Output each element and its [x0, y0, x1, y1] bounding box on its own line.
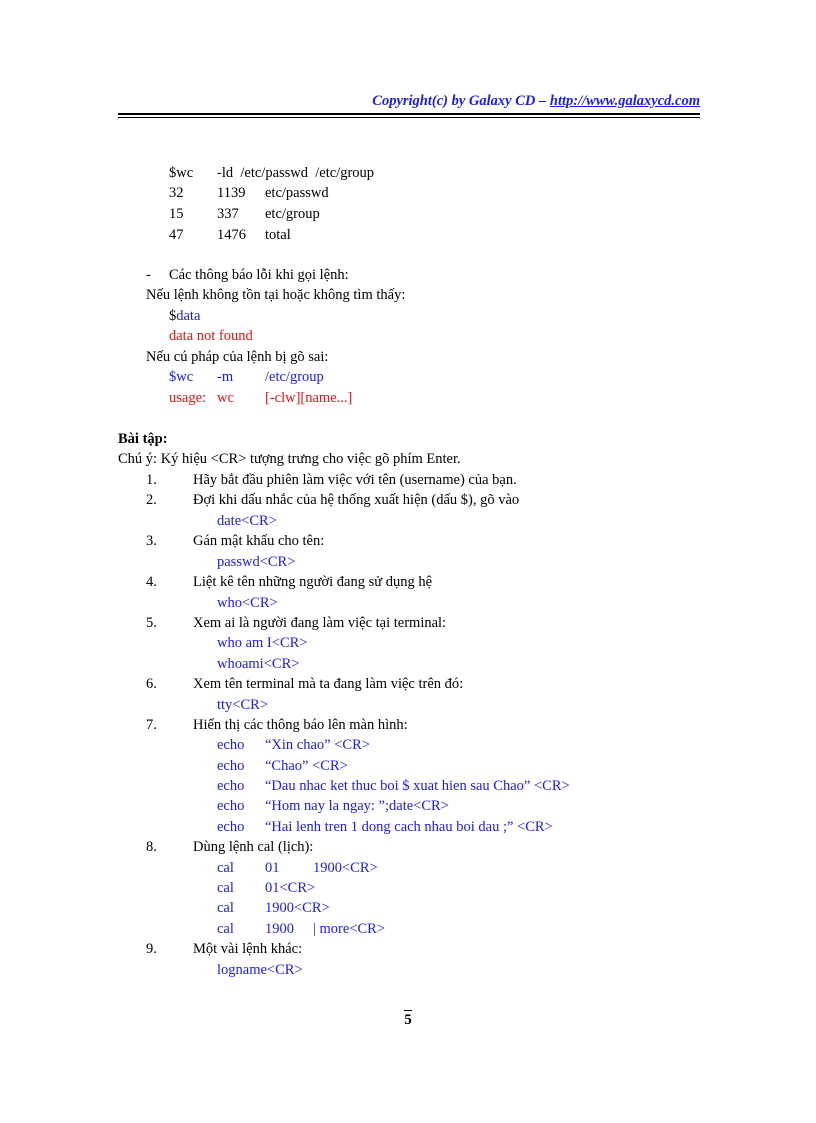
- echo-2-args: “Chao” <CR>: [265, 758, 348, 774]
- echo-5-args: “Hai lenh tren 1 dong cach nhau boi dau ;” <CR>: [265, 819, 553, 835]
- cal-4-cmd: cal: [217, 921, 234, 937]
- syntax-intro: Nếu cú pháp của lệnh bị gõ sai:: [146, 349, 329, 365]
- cmd-who-am-i: who am I<CR>: [217, 635, 308, 651]
- item-9-text: Một vài lệnh khác:: [193, 941, 303, 957]
- page-number: 5: [404, 1012, 412, 1028]
- usage-args: [-clw][name...]: [265, 390, 353, 406]
- item-5-num: 5.: [146, 615, 157, 631]
- cal-3-arg1: 1900<CR>: [265, 900, 330, 916]
- errors-bullet: -: [146, 267, 151, 283]
- wc-row-2-file: etc/group: [265, 206, 320, 222]
- cmd-who: who<CR>: [217, 595, 278, 611]
- wc-row-1-bytes: 1139: [217, 185, 246, 201]
- wc-error-flag: -m: [217, 369, 234, 385]
- exercise-note: Chú ý: Ký hiệu <CR> tượng trưng cho việc gõ phím Enter.: [118, 451, 461, 467]
- item-7-num: 7.: [146, 717, 157, 733]
- item-5-text: Xem ai là người đang làm việc tại terminal:: [193, 615, 447, 631]
- cal-1-cmd: cal: [217, 860, 234, 876]
- cmd-passwd: passwd<CR>: [217, 554, 296, 570]
- echo-1-args: “Xin chao” <CR>: [265, 737, 370, 753]
- item-6-num: 6.: [146, 676, 157, 692]
- cmd-whoami: whoami<CR>: [217, 656, 300, 672]
- wc-args: -ld /etc/passwd /etc/group: [217, 165, 375, 181]
- echo-1-cmd: echo: [217, 737, 245, 753]
- item-2-num: 2.: [146, 492, 157, 508]
- item-1-num: 1.: [146, 472, 157, 488]
- cal-4-arg2: | more<CR>: [313, 921, 386, 937]
- item-4-num: 4.: [146, 574, 157, 590]
- wc-row-1-file: etc/passwd: [265, 185, 329, 201]
- wc-row-2-bytes: 337: [217, 206, 239, 222]
- item-9-num: 9.: [146, 941, 157, 957]
- data-result: data not found: [169, 328, 253, 344]
- cal-1-arg1: 01: [265, 860, 280, 876]
- item-4-text: Liệt kê tên những người đang sử dụng hệ: [193, 574, 433, 590]
- wc-row-2-count: 15: [169, 206, 184, 222]
- echo-3-args: “Dau nhac ket thuc boi $ xuat hien sau Chao” <CR>: [265, 778, 570, 794]
- item-2-text: Đợi khi dấu nhắc của hệ thống xuất hiện (dấu $), gõ vào: [193, 492, 520, 508]
- not-found-intro: Nếu lệnh không tồn tại hoặc không tìm thấy:: [146, 287, 406, 303]
- cmd-logname: logname<CR>: [217, 962, 303, 978]
- item-7-text: Hiển thị các thông báo lên màn hình:: [193, 717, 408, 733]
- cmd-tty: tty<CR>: [217, 697, 269, 713]
- usage-cmd: wc: [217, 390, 234, 406]
- data-command: $data: [169, 308, 201, 324]
- wc-row-3-count: 47: [169, 227, 184, 243]
- echo-5-cmd: echo: [217, 819, 245, 835]
- echo-4-args: “Hom nay la ngay: ”;date<CR>: [265, 798, 449, 814]
- wc-row-3-bytes: 1476: [217, 227, 246, 243]
- item-3-num: 3.: [146, 533, 157, 549]
- item-8-text: Dùng lệnh cal (lịch):: [193, 839, 314, 855]
- errors-heading: Các thông báo lỗi khi gọi lệnh:: [169, 267, 349, 283]
- page-header: [118, 93, 700, 110]
- header-rule: [118, 113, 700, 115]
- item-3-text: Gán mật khẩu cho tên:: [193, 533, 325, 549]
- item-6-text: Xem tên terminal mà ta đang làm việc trên đó:: [193, 676, 464, 692]
- wc-error-file: /etc/group: [265, 369, 324, 385]
- header-rule-thin: [118, 117, 700, 118]
- cal-2-arg1: 01<CR>: [265, 880, 316, 896]
- echo-2-cmd: echo: [217, 758, 245, 774]
- site-link[interactable]: http://www.galaxycd.com: [549, 93, 700, 109]
- echo-3-cmd: echo: [217, 778, 245, 794]
- echo-4-cmd: echo: [217, 798, 245, 814]
- exercise-title: Bài tập:: [118, 431, 168, 447]
- wc-command: $wc: [169, 165, 194, 181]
- usage-label: usage:: [169, 390, 207, 406]
- cal-3-cmd: cal: [217, 900, 234, 916]
- item-1-text: Hãy bắt đầu phiên làm việc với tên (username) của bạn.: [193, 472, 517, 488]
- wc-row-1-count: 32: [169, 185, 184, 201]
- cal-2-cmd: cal: [217, 880, 234, 896]
- wc-error-cmd: $wc: [169, 369, 194, 385]
- wc-row-3-file: total: [265, 227, 291, 243]
- item-8-num: 8.: [146, 839, 157, 855]
- cal-4-arg1: 1900: [265, 921, 294, 937]
- cmd-date: date<CR>: [217, 513, 277, 529]
- cal-1-arg2: 1900<CR>: [313, 860, 378, 876]
- copyright-text: Copyright(c) by Galaxy CD –: [372, 93, 550, 109]
